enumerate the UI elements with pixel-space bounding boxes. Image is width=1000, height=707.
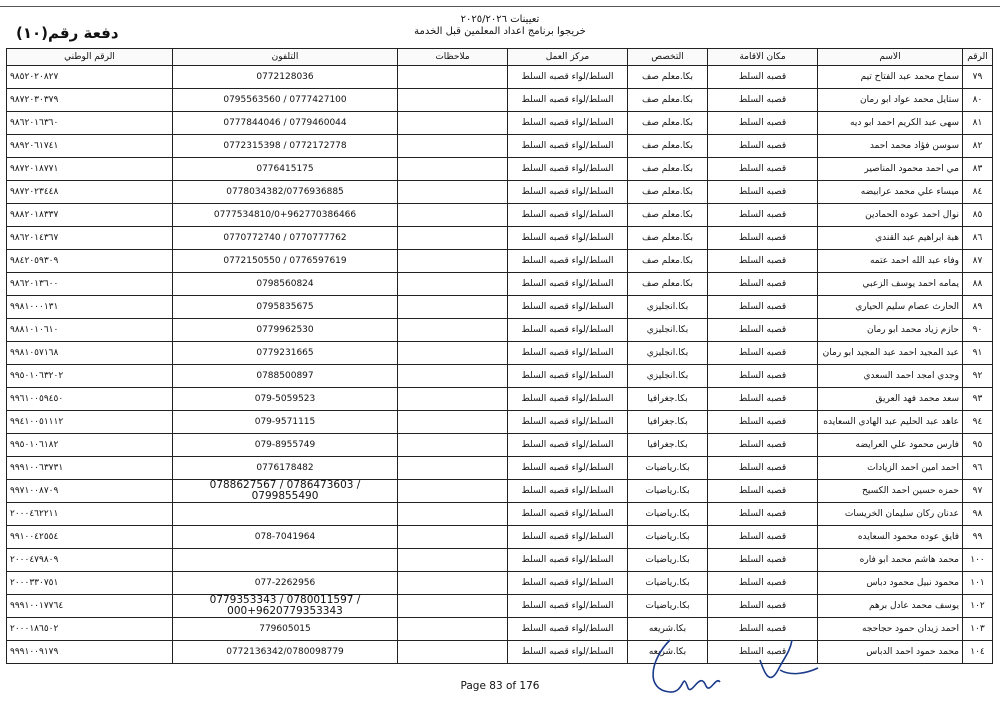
row-number: ٨٩ — [963, 296, 993, 319]
row-number: ٩١ — [963, 342, 993, 365]
row-phone: 0788500897 — [173, 365, 398, 388]
row-work-center: السلط/لواء قصبه السلط — [508, 227, 628, 250]
row-notes — [398, 503, 508, 526]
row-residence: قصبه السلط — [708, 572, 818, 595]
row-notes — [398, 457, 508, 480]
row-residence: قصبه السلط — [708, 365, 818, 388]
row-notes — [398, 273, 508, 296]
row-national-id: ٩٩٨١٠٥٧١٦٨ — [7, 342, 173, 365]
row-name: عاهد عبد الحليم عبد الهادي السعايده — [818, 411, 963, 434]
row-specialty: بكا.معلم صف — [628, 227, 708, 250]
row-national-id: ٩٩٨١٠٠٠١٣١ — [7, 296, 173, 319]
row-residence: قصبه السلط — [708, 227, 818, 250]
row-specialty: بكا.معلم صف — [628, 204, 708, 227]
row-number: ٨٠ — [963, 89, 993, 112]
row-specialty: بكا.معلم صف — [628, 250, 708, 273]
row-specialty: بكا.جغرافيا — [628, 434, 708, 457]
row-name: ستايل محمد عواد ابو رمان — [818, 89, 963, 112]
row-residence: قصبه السلط — [708, 112, 818, 135]
row-notes — [398, 158, 508, 181]
row-name: احمد زيدان حمود حجاحجه — [818, 618, 963, 641]
table-row — [7, 595, 993, 618]
row-work-center: السلط/لواء قصبه السلط — [508, 66, 628, 89]
row-national-id: ٩٩٥٠١٠٦٣٢٠٢ — [7, 365, 173, 388]
row-notes — [398, 181, 508, 204]
row-work-center: السلط/لواء قصبه السلط — [508, 480, 628, 503]
table-row — [7, 273, 993, 296]
row-residence: قصبه السلط — [708, 66, 818, 89]
row-specialty: بكا.انجليزي — [628, 365, 708, 388]
row-number: ١٠٣ — [963, 618, 993, 641]
row-work-center: السلط/لواء قصبه السلط — [508, 158, 628, 181]
row-name: احمد امين احمد الزيادات — [818, 457, 963, 480]
row-work-center: السلط/لواء قصبه السلط — [508, 112, 628, 135]
col-header-notes: ملاحظات — [398, 49, 508, 66]
row-notes — [398, 342, 508, 365]
col-header-number: الرقم — [963, 49, 993, 66]
table-row — [7, 296, 993, 319]
row-national-id: ٩٨٤٢٠٥٩٣٠٩ — [7, 250, 173, 273]
appointments-table — [6, 48, 993, 664]
table-row — [7, 66, 993, 89]
row-work-center: السلط/لواء قصبه السلط — [508, 618, 628, 641]
row-national-id: ٢٠٠٠٣٣٠٧٥١ — [7, 572, 173, 595]
row-specialty: بكا.جغرافيا — [628, 388, 708, 411]
row-phone: 077-2262956 — [173, 572, 398, 595]
document-subtitle: خريجوا برنامج اعداد المعلمين قبل الخدمة — [414, 26, 586, 37]
row-number: ٨٧ — [963, 250, 993, 273]
table-row — [7, 572, 993, 595]
row-name: نوال احمد عوده الحمادين — [818, 204, 963, 227]
row-phone: 0798560824 — [173, 273, 398, 296]
table-row — [7, 480, 993, 503]
row-national-id: ٩٨٨٢٠١٨٣٣٧ — [7, 204, 173, 227]
row-work-center: السلط/لواء قصبه السلط — [508, 549, 628, 572]
row-phone: 0776415175 — [173, 158, 398, 181]
row-number: ١٠٠ — [963, 549, 993, 572]
row-specialty: بكا.رياضيات — [628, 595, 708, 618]
col-header-work-center: مركز العمل — [508, 49, 628, 66]
row-notes — [398, 250, 508, 273]
row-number: ٩٦ — [963, 457, 993, 480]
row-residence: قصبه السلط — [708, 549, 818, 572]
row-work-center: السلط/لواء قصبه السلط — [508, 342, 628, 365]
row-phone: 0772136342/0780098779 — [173, 641, 398, 664]
table-row — [7, 618, 993, 641]
row-national-id: ٩٨٩٢٠٦١٧٤١ — [7, 135, 173, 158]
row-notes — [398, 618, 508, 641]
row-residence: قصبه السلط — [708, 342, 818, 365]
row-phone: 0795835675 — [173, 296, 398, 319]
table-row — [7, 526, 993, 549]
row-name: هبة ابراهيم عبد القندي — [818, 227, 963, 250]
row-national-id: ٩٩٩١٠٠٩١٧٩ — [7, 641, 173, 664]
row-phone: 0776178482 — [173, 457, 398, 480]
table-row — [7, 503, 993, 526]
row-national-id: ٩٨٦٢٠١٣٦٠٠ — [7, 273, 173, 296]
row-work-center: السلط/لواء قصبه السلط — [508, 296, 628, 319]
row-work-center: السلط/لواء قصبه السلط — [508, 595, 628, 618]
document-title: تعيينات ٢٠٢٥/٢٠٢٦ — [460, 14, 540, 25]
row-residence: قصبه السلط — [708, 457, 818, 480]
row-phone: 0779962530 — [173, 319, 398, 342]
row-number: ٨٣ — [963, 158, 993, 181]
row-number: ٨٦ — [963, 227, 993, 250]
row-residence: قصبه السلط — [708, 135, 818, 158]
row-name: يمامه احمد يوسف الزعبي — [818, 273, 963, 296]
row-notes — [398, 411, 508, 434]
row-work-center: السلط/لواء قصبه السلط — [508, 526, 628, 549]
row-work-center: السلط/لواء قصبه السلط — [508, 319, 628, 342]
table-row — [7, 365, 993, 388]
row-national-id: ٩٨٧٢٠٢٣٤٤٨ — [7, 181, 173, 204]
row-residence: قصبه السلط — [708, 296, 818, 319]
row-notes — [398, 595, 508, 618]
row-specialty: بكا.شريعه — [628, 641, 708, 664]
row-work-center: السلط/لواء قصبه السلط — [508, 181, 628, 204]
row-work-center: السلط/لواء قصبه السلط — [508, 89, 628, 112]
row-specialty: بكا.معلم صف — [628, 89, 708, 112]
row-name: الحارث عصام سليم الحياري — [818, 296, 963, 319]
table-row — [7, 549, 993, 572]
row-specialty: بكا.رياضيات — [628, 572, 708, 595]
row-notes — [398, 296, 508, 319]
row-specialty: بكا.رياضيات — [628, 457, 708, 480]
table-row — [7, 158, 993, 181]
row-number: ٩٩ — [963, 526, 993, 549]
row-name: حمزه حسين احمد الكسيح — [818, 480, 963, 503]
col-header-national-id: الرقم الوطني — [7, 49, 173, 66]
row-national-id: ٢٠٠٠٤٧٩٨٠٩ — [7, 549, 173, 572]
row-notes — [398, 388, 508, 411]
table-row — [7, 641, 993, 664]
col-header-residence: مكان الاقامة — [708, 49, 818, 66]
row-specialty: بكا.انجليزي — [628, 319, 708, 342]
row-number: ٨٢ — [963, 135, 993, 158]
row-notes — [398, 227, 508, 250]
table-header-row — [7, 49, 993, 66]
row-work-center: السلط/لواء قصبه السلط — [508, 273, 628, 296]
row-name: فارس محمود علي العرايضه — [818, 434, 963, 457]
row-number: ١٠١ — [963, 572, 993, 595]
row-phone: 0777844046 / 0779460044 — [173, 112, 398, 135]
table-row — [7, 204, 993, 227]
row-number: ٩٢ — [963, 365, 993, 388]
row-name: وجدي امجد احمد السعدي — [818, 365, 963, 388]
row-national-id: ٩٩١٠٠٤٢٥٥٤ — [7, 526, 173, 549]
col-header-specialty: التخصص — [628, 49, 708, 66]
row-specialty: بكا.جغرافيا — [628, 411, 708, 434]
row-national-id: ٩٩٧١٠٠٨٧٠٩ — [7, 480, 173, 503]
row-number: ٩٧ — [963, 480, 993, 503]
row-notes — [398, 204, 508, 227]
row-phone: 078-7041964 — [173, 526, 398, 549]
row-work-center: السلط/لواء قصبه السلط — [508, 135, 628, 158]
row-name: يوسف محمد عادل برهم — [818, 595, 963, 618]
row-number: ٩٤ — [963, 411, 993, 434]
row-notes — [398, 526, 508, 549]
row-phone: 0772315398 / 0772172778 — [173, 135, 398, 158]
row-name: محمود نبيل محمود دباس — [818, 572, 963, 595]
row-number: ٨٥ — [963, 204, 993, 227]
row-phone: 0772128036 — [173, 66, 398, 89]
row-work-center: السلط/لواء قصبه السلط — [508, 204, 628, 227]
col-header-phone: التلفون — [173, 49, 398, 66]
row-work-center: السلط/لواء قصبه السلط — [508, 250, 628, 273]
row-work-center: السلط/لواء قصبه السلط — [508, 572, 628, 595]
row-phone — [173, 549, 398, 572]
row-residence: قصبه السلط — [708, 480, 818, 503]
table-row — [7, 250, 993, 273]
row-specialty: بكا.رياضيات — [628, 480, 708, 503]
row-residence: قصبه السلط — [708, 595, 818, 618]
row-work-center: السلط/لواء قصبه السلط — [508, 457, 628, 480]
row-number: ٨١ — [963, 112, 993, 135]
row-residence: قصبه السلط — [708, 250, 818, 273]
row-notes — [398, 549, 508, 572]
row-national-id: ٩٩٤١٠٠٥١١١٢ — [7, 411, 173, 434]
table-row — [7, 181, 993, 204]
row-phone: 0777534810/0+962770386466 — [173, 204, 398, 227]
row-notes — [398, 66, 508, 89]
row-number: ١٠٤ — [963, 641, 993, 664]
row-name: ميساء علي محمد عرابيضه — [818, 181, 963, 204]
row-number: ٩٨ — [963, 503, 993, 526]
row-work-center: السلط/لواء قصبه السلط — [508, 434, 628, 457]
row-specialty: بكا.انجليزي — [628, 296, 708, 319]
row-phone: 079-8955749 — [173, 434, 398, 457]
row-residence: قصبه السلط — [708, 273, 818, 296]
row-specialty: بكا.شريعه — [628, 618, 708, 641]
row-national-id: ٩٨٥٢٠٢٠٨٢٧ — [7, 66, 173, 89]
row-national-id: ٩٩٥٠١٠٦١٨٢ — [7, 434, 173, 457]
row-residence: قصبه السلط — [708, 641, 818, 664]
row-phone: 0788627567 / 0786473603 / 0799855490 — [173, 480, 398, 503]
page-number: Page 83 of 176 — [460, 680, 540, 692]
table-row — [7, 112, 993, 135]
row-specialty: بكا.انجليزي — [628, 342, 708, 365]
row-phone: 0770772740 / 0770777762 — [173, 227, 398, 250]
row-national-id: ٩٨٦٢٠١٤٣٦٧ — [7, 227, 173, 250]
row-specialty: بكا.معلم صف — [628, 273, 708, 296]
row-national-id: ٩٨٨١٠١٠٦١٠ — [7, 319, 173, 342]
table-row — [7, 135, 993, 158]
row-phone: 079-9571115 — [173, 411, 398, 434]
row-name: عدنان ركان سليمان الخريسات — [818, 503, 963, 526]
row-phone: 0779231665 — [173, 342, 398, 365]
row-number: ١٠٢ — [963, 595, 993, 618]
row-national-id: ٩٨٦٢٠١٦٣٦٠ — [7, 112, 173, 135]
table-row — [7, 342, 993, 365]
row-name: فايق عوده محمود السعايده — [818, 526, 963, 549]
row-residence: قصبه السلط — [708, 411, 818, 434]
row-notes — [398, 480, 508, 503]
row-phone: 0772150550 / 0776597619 — [173, 250, 398, 273]
table-body — [7, 66, 993, 664]
row-specialty: بكا.معلم صف — [628, 158, 708, 181]
row-work-center: السلط/لواء قصبه السلط — [508, 641, 628, 664]
row-phone: 0795563560 / 0777427100 — [173, 89, 398, 112]
row-name: سهى عبد الكريم احمد ابو ديه — [818, 112, 963, 135]
row-residence: قصبه السلط — [708, 181, 818, 204]
row-national-id: ٩٩٦١٠٠٥٩٤٥٠ — [7, 388, 173, 411]
row-name: مي احمد محمود المناصير — [818, 158, 963, 181]
table-row — [7, 434, 993, 457]
row-national-id: ٢٠٠٠١٨٦٥٠٢ — [7, 618, 173, 641]
row-national-id: ٩٨٧٢٠٣٠٣٧٩ — [7, 89, 173, 112]
row-name: وفاء عبد الله احمد عتمه — [818, 250, 963, 273]
batch-number: دفعة رقم(١٠) — [16, 24, 119, 42]
row-notes — [398, 319, 508, 342]
col-header-name: الاسم — [818, 49, 963, 66]
row-phone: 779605015 — [173, 618, 398, 641]
row-notes — [398, 135, 508, 158]
row-notes — [398, 112, 508, 135]
row-number: ٩٥ — [963, 434, 993, 457]
row-work-center: السلط/لواء قصبه السلط — [508, 365, 628, 388]
row-number: ٩٣ — [963, 388, 993, 411]
row-residence: قصبه السلط — [708, 204, 818, 227]
row-residence: قصبه السلط — [708, 503, 818, 526]
row-name: حازم زياد محمد ابو رمان — [818, 319, 963, 342]
row-specialty: بكا.معلم صف — [628, 135, 708, 158]
row-name: سماح محمد عبد الفتاح تيم — [818, 66, 963, 89]
row-notes — [398, 434, 508, 457]
row-name: سوسن فؤاد محمد احمد — [818, 135, 963, 158]
row-notes — [398, 89, 508, 112]
row-residence: قصبه السلط — [708, 158, 818, 181]
row-specialty: بكا.معلم صف — [628, 181, 708, 204]
row-notes — [398, 641, 508, 664]
row-work-center: السلط/لواء قصبه السلط — [508, 411, 628, 434]
table-row — [7, 411, 993, 434]
row-national-id: ٩٨٧٢٠١٨٧٧١ — [7, 158, 173, 181]
row-national-id: ٩٩٩١٠٠٦٣٧٣١ — [7, 457, 173, 480]
row-residence: قصبه السلط — [708, 526, 818, 549]
row-residence: قصبه السلط — [708, 319, 818, 342]
row-phone: 079-5059523 — [173, 388, 398, 411]
row-national-id: ٢٠٠٠٤٦٢٢١١ — [7, 503, 173, 526]
row-name: محمد هاشم محمد ابو فاره — [818, 549, 963, 572]
row-notes — [398, 365, 508, 388]
row-number: ٨٨ — [963, 273, 993, 296]
row-specialty: بكا.معلم صف — [628, 112, 708, 135]
row-name: سعد محمد فهد العريق — [818, 388, 963, 411]
row-phone — [173, 503, 398, 526]
table-row — [7, 388, 993, 411]
row-phone: 0779353343 / 0780011597 / 000+9620779353343 — [173, 595, 398, 618]
row-number: ٩٠ — [963, 319, 993, 342]
row-residence: قصبه السلط — [708, 388, 818, 411]
row-number: ٨٤ — [963, 181, 993, 204]
row-phone: 0778034382/0776936885 — [173, 181, 398, 204]
row-notes — [398, 572, 508, 595]
row-work-center: السلط/لواء قصبه السلط — [508, 503, 628, 526]
row-name: عبد المجيد احمد عبد المجيد ابو رمان — [818, 342, 963, 365]
row-national-id: ٩٩٩١٠٠١٧٧٦٤ — [7, 595, 173, 618]
row-residence: قصبه السلط — [708, 618, 818, 641]
row-specialty: بكا.رياضيات — [628, 526, 708, 549]
row-work-center: السلط/لواء قصبه السلط — [508, 388, 628, 411]
row-number: ٧٩ — [963, 66, 993, 89]
table-row — [7, 457, 993, 480]
table-row — [7, 227, 993, 250]
row-residence: قصبه السلط — [708, 89, 818, 112]
table-row — [7, 319, 993, 342]
row-specialty: بكا.رياضيات — [628, 503, 708, 526]
top-rule — [0, 6, 1000, 7]
row-specialty: بكا.معلم صف — [628, 66, 708, 89]
row-specialty: بكا.رياضيات — [628, 549, 708, 572]
table-row — [7, 89, 993, 112]
row-name: محمد حمود احمد الدباس — [818, 641, 963, 664]
row-residence: قصبه السلط — [708, 434, 818, 457]
